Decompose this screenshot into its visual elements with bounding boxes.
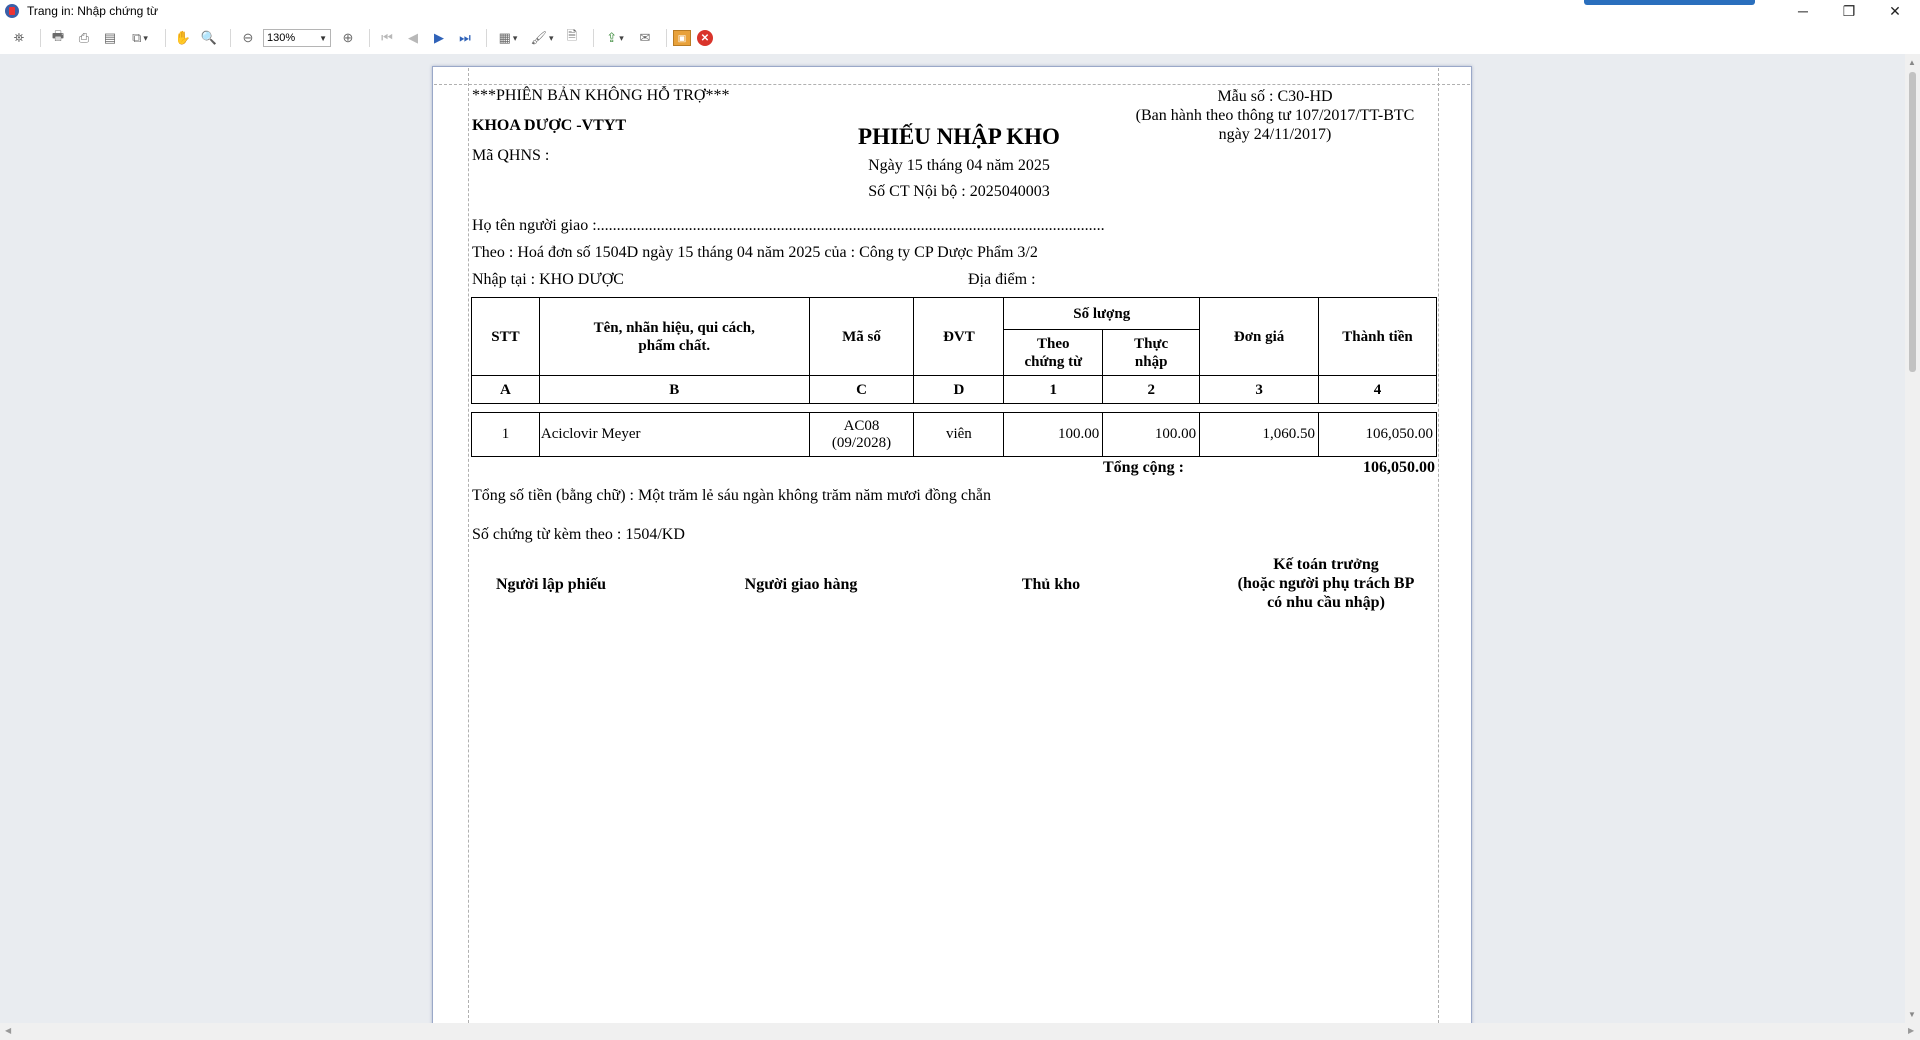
- scroll-up-icon[interactable]: ▲: [1908, 58, 1916, 67]
- margin-guide-top: [434, 84, 1470, 85]
- chevron-down-icon: ▼: [319, 33, 327, 43]
- code-cell: D: [914, 376, 1004, 404]
- zoom-value: 130%: [267, 32, 296, 44]
- toolbar: [0, 22, 1920, 54]
- header-stt: STT: [472, 298, 540, 376]
- department-name: KHOA DƯỢC -VTYT: [472, 117, 627, 134]
- minimize-button[interactable]: ─: [1798, 3, 1808, 19]
- total-value: 106,050.00: [1363, 459, 1435, 476]
- prev-page-icon[interactable]: ◀: [408, 30, 418, 45]
- code-cell: B: [539, 376, 809, 404]
- row-code-line-1: AC08: [843, 417, 880, 434]
- scroll-down-icon[interactable]: ▼: [1908, 1010, 1916, 1019]
- code-cell: 4: [1319, 376, 1437, 404]
- title-accent-bar: [1584, 0, 1755, 5]
- export-icon[interactable]: ⇪ ▾: [600, 27, 630, 49]
- internal-number: Số CT Nội bộ : 2025040003: [868, 183, 1050, 200]
- color-icon[interactable]: 🖌 ▾: [527, 27, 557, 49]
- toolbar-separator: [230, 29, 231, 47]
- print-icon[interactable]: 🖶: [51, 28, 65, 43]
- export-document-icon[interactable]: ▣: [673, 30, 691, 46]
- toolbar-separator: [486, 29, 487, 47]
- toolbar-separator: [369, 29, 370, 47]
- row-name: Aciclovir Meyer: [539, 413, 809, 457]
- toolbar-separator: [666, 29, 667, 47]
- form-issued-line-1: (Ban hành theo thông tư 107/2017/TT-BTC: [1135, 107, 1415, 124]
- zoom-in-icon[interactable]: ⊕: [342, 30, 354, 45]
- row-code-line-2: (09/2028): [831, 434, 892, 451]
- toolbar-separator: [40, 29, 41, 47]
- amount-in-words: Tổng số tiền (bằng chữ) : Một trăm lẻ sáu ngàn không trăm năm mươi đồng chẵn: [472, 487, 992, 504]
- document-page: [432, 66, 1472, 1040]
- total-label: Tổng cộng :: [1103, 459, 1184, 476]
- signature-chief-line-1: Kế toán trưởng: [1273, 556, 1379, 573]
- unsupported-banner: ***PHIÊN BẢN KHÔNG HỖ TRỢ***: [472, 87, 730, 104]
- form-number: Mẫu số : C30-HD: [1217, 88, 1333, 105]
- document-title: PHIẾU NHẬP KHO: [858, 124, 1060, 149]
- header-name: [539, 298, 809, 376]
- header-amount: Thành tiền: [1319, 298, 1437, 376]
- row-price: 1,060.50: [1200, 413, 1319, 457]
- header-price: Đơn giá: [1200, 298, 1319, 376]
- header-unit: ĐVT: [914, 298, 1004, 376]
- row-actual: 100.00: [1103, 413, 1200, 457]
- app-icon: [5, 4, 19, 18]
- horizontal-scrollbar[interactable]: [0, 1023, 1920, 1040]
- import-at-line: Nhập tại : KHO DƯỢC: [472, 271, 624, 288]
- scroll-left-icon[interactable]: ◀: [5, 1026, 12, 1035]
- header-quantity: Số lượng: [1004, 298, 1200, 330]
- scale-icon[interactable]: ⧉ ▾: [125, 27, 155, 49]
- header-actual-line-1: Thực: [1134, 335, 1169, 352]
- code-cell: 2: [1103, 376, 1200, 404]
- header-name-line-1: Tên, nhãn hiệu, qui cách,: [593, 319, 755, 336]
- table-spacer: [472, 404, 1437, 413]
- header-by-doc-line-1: Theo: [1037, 335, 1070, 352]
- signature-chief-line-3: có nhu cầu nhập): [1267, 594, 1385, 611]
- signature-creator: Người lập phiếu: [495, 576, 607, 593]
- toolbar-separator: [165, 29, 166, 47]
- restore-button[interactable]: ❐: [1842, 2, 1856, 19]
- form-issued-line-2: ngày 24/11/2017): [1218, 126, 1332, 143]
- table-row: [472, 413, 1437, 457]
- items-table: [471, 297, 1437, 457]
- next-page-icon[interactable]: ▶: [434, 30, 444, 45]
- toolbar-separator: [593, 29, 594, 47]
- row-amount: 106,050.00: [1319, 413, 1437, 457]
- row-by-doc: 100.00: [1004, 413, 1103, 457]
- scroll-right-icon[interactable]: ▶: [1908, 1026, 1915, 1035]
- watermark-icon[interactable]: 🗎: [566, 28, 578, 43]
- send-file-icon[interactable]: ✉: [639, 30, 651, 45]
- code-cell: C: [809, 376, 914, 404]
- qhns-label: Mã QHNS :: [472, 147, 550, 164]
- title-bar: [0, 0, 1920, 22]
- code-cell: 3: [1200, 376, 1319, 404]
- attached-documents: Số chứng từ kèm theo : 1504/KD: [472, 526, 685, 543]
- signature-storekeeper: Thủ kho: [1021, 576, 1081, 593]
- zoom-select[interactable]: [263, 29, 331, 47]
- document-date: Ngày 15 tháng 04 năm 2025: [868, 157, 1050, 174]
- signature-chief-line-2: (hoặc người phụ trách BP: [1237, 575, 1415, 592]
- code-cell: 1: [1004, 376, 1103, 404]
- row-code: [809, 413, 914, 457]
- header-by-doc-line-2: chứng từ: [1024, 353, 1083, 370]
- hand-tool-icon[interactable]: ✋: [174, 30, 192, 45]
- deliverer-line: Họ tên người giao :...............................................................................................................................: [472, 217, 1105, 234]
- last-page-icon[interactable]: ⏭: [459, 30, 471, 45]
- row-stt: 1: [472, 413, 540, 457]
- header-actual: [1103, 330, 1200, 376]
- row-unit: viên: [914, 413, 1004, 457]
- signature-deliverer: Người giao hàng: [744, 576, 858, 593]
- location-label: Địa điểm :: [968, 271, 1036, 288]
- header-code: Mã số: [809, 298, 914, 376]
- close-button[interactable]: ✕: [1889, 2, 1901, 19]
- page-setup-icon[interactable]: ▤: [103, 30, 117, 45]
- header-actual-line-2: nhập: [1134, 353, 1168, 370]
- code-cell: A: [472, 376, 540, 404]
- zoom-out-icon[interactable]: ⊖: [242, 30, 254, 45]
- vertical-scroll-thumb[interactable]: [1909, 72, 1916, 372]
- quick-print-icon[interactable]: ⎙: [78, 30, 90, 45]
- vertical-scrollbar[interactable]: [1905, 54, 1920, 1023]
- header-by-doc: [1004, 330, 1103, 376]
- multi-page-icon[interactable]: ▦ ▾: [493, 27, 523, 49]
- close-preview-icon[interactable]: ✕: [697, 30, 713, 46]
- margin-guide-right: [1438, 68, 1439, 1023]
- zoom-in-magnifier-icon[interactable]: 🔍: [200, 30, 218, 45]
- window-title: Trang in: Nhập chứng từ: [27, 4, 159, 18]
- header-name-line-2: phẩm chất.: [638, 337, 711, 354]
- according-line: Theo : Hoá đơn số 1504D ngày 15 tháng 04 năm 2025 của : Công ty CP Dược Phẩm 3/2: [472, 244, 1038, 261]
- first-page-icon[interactable]: ⏮: [381, 30, 393, 45]
- binoculars-icon[interactable]: ⛯: [13, 30, 25, 45]
- margin-guide-left: [468, 68, 469, 1023]
